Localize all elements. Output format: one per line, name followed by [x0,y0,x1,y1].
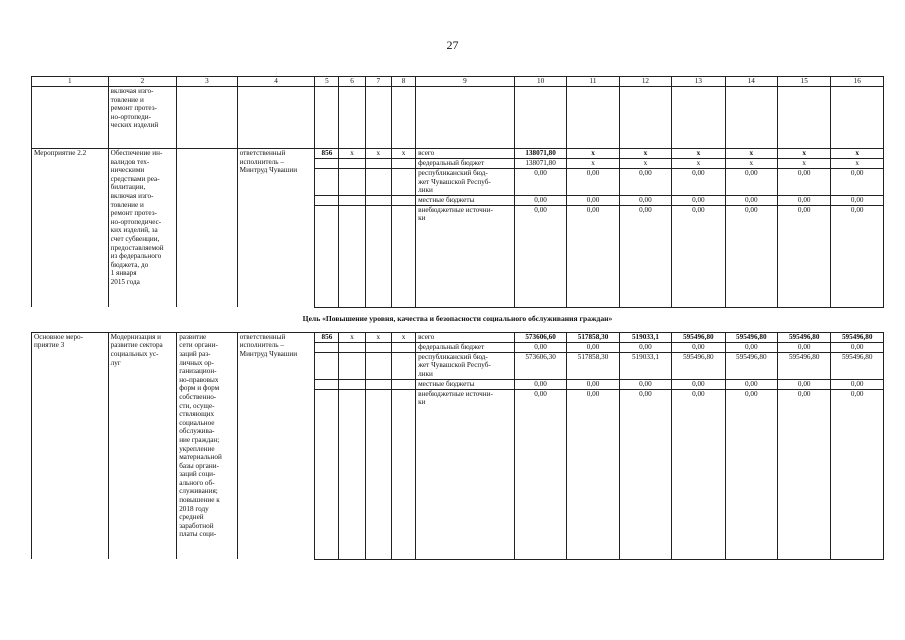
row_3-col6: x [339,332,365,342]
amount-cell: 0,00 [672,205,725,307]
amount-cell: x [567,149,619,159]
column-header: 5 [315,77,339,87]
table-cell [339,379,365,389]
amount-cell: 595496,80 [725,332,777,342]
table-cell [365,342,391,352]
amount-cell: 573606,60 [514,332,566,342]
table-cell [365,169,391,196]
funding-source: федеральный бюджет [416,342,515,352]
funding-source: внебюджетные источни- ки [416,205,515,307]
table-cell [315,205,339,307]
amount-cell: 0,00 [619,195,671,205]
table-cell [315,389,339,559]
column-header: 2 [108,77,177,87]
column-header: 7 [365,77,391,87]
amount-cell: 0,00 [514,195,566,205]
table-cell [391,379,415,389]
row_2_2-col6: x [339,149,365,159]
header-row [32,77,884,87]
amount-cell: 0,00 [831,205,884,307]
amount-cell: 0,00 [725,379,777,389]
amount-cell: x [672,149,725,159]
column-header: 1 [32,77,109,87]
continuation-text: включая изго- товление и ремонт протез- но-ортопеди- ческих изделий [108,87,177,149]
amount-cell: 0,00 [778,169,831,196]
amount-cell: 0,00 [725,342,777,352]
table-cell [339,169,365,196]
continuation-row [32,87,884,149]
amount-cell: x [831,149,884,159]
table-cell [365,195,391,205]
table-cell [315,195,339,205]
amount-cell: 595496,80 [778,352,831,379]
amount-cell: 595496,80 [672,332,725,342]
amount-cell: x [567,159,619,169]
table-cell [391,169,415,196]
row_2_2-col7: x [365,149,391,159]
table-cell [339,195,365,205]
amount-cell: 573606,30 [514,352,566,379]
table-cell [725,87,777,149]
amount-cell: 0,00 [672,389,725,559]
amount-cell: x [778,149,831,159]
column-header: 11 [567,77,619,87]
row_3-line-row [32,332,884,342]
column-header: 9 [416,77,515,87]
goal-row [32,307,884,332]
table-cell [391,195,415,205]
amount-cell: 0,00 [778,379,831,389]
table-cell [365,352,391,379]
amount-cell: x [619,159,671,169]
table-cell [315,379,339,389]
row_2_2-col4: ответственный исполнитель – Минтруд Чувашии [237,149,315,308]
table-cell [315,169,339,196]
amount-cell: 517858,30 [567,332,619,342]
table-cell [365,205,391,307]
row_2_2-col3 [177,149,237,308]
page-number: 27 [446,38,459,52]
row_2_2-line-row [32,149,884,159]
amount-cell: x [619,149,671,159]
table-cell [339,342,365,352]
amount-cell: 0,00 [725,169,777,196]
table-cell [391,159,415,169]
table-cell [315,352,339,379]
funding-source: всего [416,149,515,159]
funding-source: местные бюджеты [416,379,515,389]
amount-cell: 0,00 [619,205,671,307]
table-cell [672,87,725,149]
table-cell [237,87,315,149]
amount-cell: 0,00 [619,169,671,196]
amount-cell: 0,00 [514,389,566,559]
amount-cell: 0,00 [567,169,619,196]
table-cell [339,87,365,149]
table-cell [339,352,365,379]
amount-cell: 0,00 [778,205,831,307]
amount-cell: 0,00 [778,195,831,205]
table-cell [339,205,365,307]
row_3-col2: Модернизация и развитие сектора социальных ус- луг [108,332,177,559]
amount-cell: 0,00 [831,379,884,389]
row_2_2-col8: x [391,149,415,159]
table-cell [778,87,831,149]
amount-cell: 0,00 [567,195,619,205]
funding-source: внебюджетные источни- ки [416,389,515,559]
table-cell [315,87,339,149]
table-cell [365,389,391,559]
amount-cell: 0,00 [567,342,619,352]
table-cell [514,87,566,149]
table-cell [391,389,415,559]
amount-cell: 0,00 [831,389,884,559]
funding-source: республиканский бюд- жет Чувашской Респуб- лики [416,169,515,196]
amount-cell: 138071,80 [514,149,566,159]
amount-cell: 0,00 [567,389,619,559]
amount-cell: 0,00 [567,379,619,389]
table-cell [339,159,365,169]
amount-cell: 0,00 [514,342,566,352]
amount-cell: 595496,80 [831,332,884,342]
amount-cell: 0,00 [619,389,671,559]
table-cell [339,389,365,559]
table-cell [391,87,415,149]
row_3-col7: x [365,332,391,342]
table-cell [831,87,884,149]
column-header: 15 [778,77,831,87]
amount-cell: 0,00 [619,379,671,389]
amount-cell: 0,00 [514,205,566,307]
amount-cell: 0,00 [672,342,725,352]
column-header: 4 [237,77,315,87]
budget-table [31,76,884,560]
table-cell [365,87,391,149]
amount-cell: 0,00 [725,205,777,307]
row_3-col4: ответственный исполнитель – Минтруд Чувашии [237,332,315,559]
row_3-col1: Основное меро- приятие 3 [32,332,109,559]
funding-source: федеральный бюджет [416,159,515,169]
amount-cell: 0,00 [831,342,884,352]
amount-cell: 519033,1 [619,332,671,342]
amount-cell: 0,00 [619,342,671,352]
funding-source: всего [416,332,515,342]
amount-cell: x [778,159,831,169]
column-header: 10 [514,77,566,87]
amount-cell: 138071,80 [514,159,566,169]
amount-cell: 595496,80 [831,352,884,379]
table-cell [315,159,339,169]
amount-cell: 0,00 [831,169,884,196]
amount-cell: 595496,80 [725,352,777,379]
funding-source: республиканский бюд- жет Чувашской Респуб- лики [416,352,515,379]
column-header: 3 [177,77,237,87]
amount-cell: x [831,159,884,169]
table-cell [32,87,109,149]
table-cell [567,87,619,149]
column-header: 6 [339,77,365,87]
amount-cell: 0,00 [514,379,566,389]
table-cell [177,87,237,149]
amount-cell: 0,00 [778,389,831,559]
column-header: 14 [725,77,777,87]
amount-cell: 0,00 [672,379,725,389]
table-cell [365,379,391,389]
amount-cell: 595496,80 [672,352,725,379]
amount-cell: 0,00 [725,389,777,559]
table-cell [315,342,339,352]
goal-heading: Цель «Повышение уровня, качества и безопасности социального обслуживания граждан» [302,314,613,324]
amount-cell: x [672,159,725,169]
amount-cell: 0,00 [672,169,725,196]
row_2_2-col1: Мероприятие 2.2 [32,149,109,308]
column-header: 16 [831,77,884,87]
row_3-col3: развитие сети органи- заций раз- личных ор- ганизацион- но-правовых форм и форм собственно- сти, осуще- ствляющих социальное обслужива- ние граждан; укрепление материальной базы органи- заций соци- ального об- служивания; повышение к 2018 году средней заработной платы соци- [177,332,237,559]
row_2_2-col2: Обеспечение ин- валидов тех- ническими средствами реа- билитации, включая изго- товление и ремонт протез- но-ортопедичес- ких изделий, за счет субвенции, предоставляемой из федерального бюджета, до 1 января 2015 года [108,149,177,308]
amount-cell: 0,00 [672,195,725,205]
table-cell [619,87,671,149]
row_3-col8: x [391,332,415,342]
amount-cell: 0,00 [567,205,619,307]
column-header: 13 [672,77,725,87]
amount-cell: 517858,30 [567,352,619,379]
funding-source: местные бюджеты [416,195,515,205]
amount-cell: 0,00 [725,195,777,205]
amount-cell: 519033,1 [619,352,671,379]
amount-cell: x [725,149,777,159]
row_2_2-col5: 856 [315,149,339,159]
amount-cell: 0,00 [831,195,884,205]
amount-cell: 595496,80 [778,332,831,342]
column-header: 12 [619,77,671,87]
amount-cell: x [725,159,777,169]
row_3-col5: 856 [315,332,339,342]
table-cell [391,352,415,379]
amount-cell: 0,00 [514,169,566,196]
table-cell [391,205,415,307]
table-cell [391,342,415,352]
column-header: 8 [391,77,415,87]
amount-cell: 0,00 [778,342,831,352]
table-cell [416,87,515,149]
table-cell [365,159,391,169]
